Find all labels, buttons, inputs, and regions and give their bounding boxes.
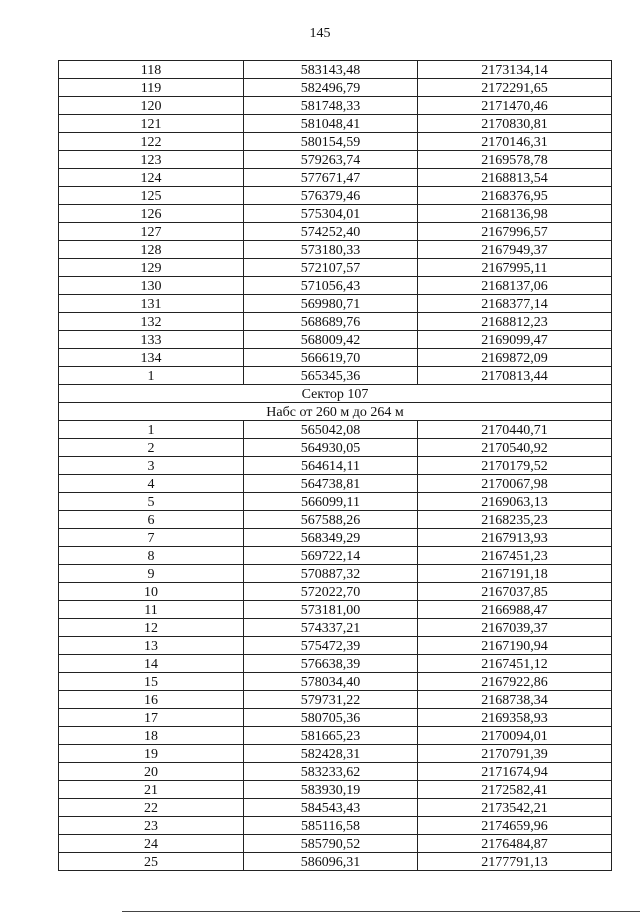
table-row — [59, 439, 612, 457]
x-coordinate-cell: 572022,70 — [244, 583, 418, 601]
table-row — [59, 727, 612, 745]
point-number-cell: 120 — [59, 97, 244, 115]
table-row — [59, 745, 612, 763]
table-row — [59, 565, 612, 583]
x-coordinate-cell: 569980,71 — [244, 295, 418, 313]
point-number-cell: 123 — [59, 151, 244, 169]
y-coordinate-cell: 2170813,44 — [418, 367, 612, 385]
x-coordinate-cell: 575304,01 — [244, 205, 418, 223]
x-coordinate-cell: 568689,76 — [244, 313, 418, 331]
y-coordinate-cell: 2170830,81 — [418, 115, 612, 133]
y-coordinate-cell: 2174659,96 — [418, 817, 612, 835]
point-number-cell: 132 — [59, 313, 244, 331]
point-number-cell: 12 — [59, 619, 244, 637]
height-range: Набс от 260 м до 264 м — [59, 403, 612, 421]
point-number-cell: 4 — [59, 475, 244, 493]
coordinates-table-container — [58, 60, 611, 871]
point-number-cell: 133 — [59, 331, 244, 349]
coordinates-table-body — [59, 61, 612, 871]
table-row — [59, 655, 612, 673]
y-coordinate-cell: 2167451,23 — [418, 547, 612, 565]
point-number-cell: 118 — [59, 61, 244, 79]
table-row — [59, 241, 612, 259]
x-coordinate-cell: 573181,00 — [244, 601, 418, 619]
point-number-cell: 6 — [59, 511, 244, 529]
table-row — [59, 817, 612, 835]
table-row — [59, 313, 612, 331]
x-coordinate-cell: 567588,26 — [244, 511, 418, 529]
y-coordinate-cell: 2170540,92 — [418, 439, 612, 457]
x-coordinate-cell: 582428,31 — [244, 745, 418, 763]
table-row — [59, 331, 612, 349]
y-coordinate-cell: 2169099,47 — [418, 331, 612, 349]
x-coordinate-cell: 586096,31 — [244, 853, 418, 871]
x-coordinate-cell: 576638,39 — [244, 655, 418, 673]
y-coordinate-cell: 2170067,98 — [418, 475, 612, 493]
page-number: 145 — [309, 26, 331, 41]
x-coordinate-cell: 577671,47 — [244, 169, 418, 187]
y-coordinate-cell: 2170791,39 — [418, 745, 612, 763]
point-number-cell: 129 — [59, 259, 244, 277]
y-coordinate-cell: 2172291,65 — [418, 79, 612, 97]
y-coordinate-cell: 2172582,41 — [418, 781, 612, 799]
point-number-cell: 130 — [59, 277, 244, 295]
y-coordinate-cell: 2171674,94 — [418, 763, 612, 781]
point-number-cell: 128 — [59, 241, 244, 259]
x-coordinate-cell: 565345,36 — [244, 367, 418, 385]
x-coordinate-cell: 570887,32 — [244, 565, 418, 583]
y-coordinate-cell: 2168136,98 — [418, 205, 612, 223]
table-row — [59, 349, 612, 367]
y-coordinate-cell: 2173134,14 — [418, 61, 612, 79]
y-coordinate-cell: 2167451,12 — [418, 655, 612, 673]
table-row — [59, 259, 612, 277]
x-coordinate-cell: 582496,79 — [244, 79, 418, 97]
x-coordinate-cell: 569722,14 — [244, 547, 418, 565]
point-number-cell: 8 — [59, 547, 244, 565]
point-number-cell: 25 — [59, 853, 244, 871]
table-row — [59, 853, 612, 871]
point-number-cell: 126 — [59, 205, 244, 223]
x-coordinate-cell: 581048,41 — [244, 115, 418, 133]
x-coordinate-cell: 583143,48 — [244, 61, 418, 79]
x-coordinate-cell: 584543,43 — [244, 799, 418, 817]
point-number-cell: 13 — [59, 637, 244, 655]
y-coordinate-cell: 2173542,21 — [418, 799, 612, 817]
x-coordinate-cell: 580705,36 — [244, 709, 418, 727]
x-coordinate-cell: 581665,23 — [244, 727, 418, 745]
table-row — [59, 529, 612, 547]
point-number-cell: 122 — [59, 133, 244, 151]
table-row — [59, 421, 612, 439]
table-row — [59, 187, 612, 205]
x-coordinate-cell: 564738,81 — [244, 475, 418, 493]
table-row — [59, 673, 612, 691]
point-number-cell: 127 — [59, 223, 244, 241]
page-bottom-rule — [122, 911, 640, 912]
x-coordinate-cell: 575472,39 — [244, 637, 418, 655]
table-row — [59, 511, 612, 529]
table-row — [59, 583, 612, 601]
coordinates-table — [58, 60, 612, 871]
y-coordinate-cell: 2167039,37 — [418, 619, 612, 637]
y-coordinate-cell: 2169578,78 — [418, 151, 612, 169]
x-coordinate-cell: 573180,33 — [244, 241, 418, 259]
table-row — [59, 763, 612, 781]
y-coordinate-cell: 2168137,06 — [418, 277, 612, 295]
height-range-row — [59, 403, 612, 421]
table-row — [59, 619, 612, 637]
table-row — [59, 457, 612, 475]
x-coordinate-cell: 574252,40 — [244, 223, 418, 241]
point-number-cell: 22 — [59, 799, 244, 817]
table-row — [59, 637, 612, 655]
point-number-cell: 121 — [59, 115, 244, 133]
x-coordinate-cell: 565042,08 — [244, 421, 418, 439]
y-coordinate-cell: 2176484,87 — [418, 835, 612, 853]
x-coordinate-cell: 579731,22 — [244, 691, 418, 709]
y-coordinate-cell: 2167949,37 — [418, 241, 612, 259]
y-coordinate-cell: 2168813,54 — [418, 169, 612, 187]
point-number-cell: 9 — [59, 565, 244, 583]
point-number-cell: 16 — [59, 691, 244, 709]
table-row — [59, 547, 612, 565]
table-row — [59, 97, 612, 115]
y-coordinate-cell: 2167191,18 — [418, 565, 612, 583]
x-coordinate-cell: 564614,11 — [244, 457, 418, 475]
table-row — [59, 835, 612, 853]
table-row — [59, 115, 612, 133]
table-row — [59, 295, 612, 313]
table-row — [59, 691, 612, 709]
sector-title: Сектор 107 — [59, 385, 612, 403]
table-row — [59, 169, 612, 187]
point-number-cell: 1 — [59, 367, 244, 385]
point-number-cell: 119 — [59, 79, 244, 97]
point-number-cell: 131 — [59, 295, 244, 313]
y-coordinate-cell: 2166988,47 — [418, 601, 612, 619]
point-number-cell: 24 — [59, 835, 244, 853]
point-number-cell: 17 — [59, 709, 244, 727]
point-number-cell: 7 — [59, 529, 244, 547]
table-row — [59, 493, 612, 511]
x-coordinate-cell: 576379,46 — [244, 187, 418, 205]
x-coordinate-cell: 568009,42 — [244, 331, 418, 349]
table-row — [59, 799, 612, 817]
table-row — [59, 133, 612, 151]
table-row — [59, 61, 612, 79]
table-row — [59, 205, 612, 223]
y-coordinate-cell: 2168377,14 — [418, 295, 612, 313]
y-coordinate-cell: 2177791,13 — [418, 853, 612, 871]
y-coordinate-cell: 2167037,85 — [418, 583, 612, 601]
point-number-cell: 11 — [59, 601, 244, 619]
y-coordinate-cell: 2170146,31 — [418, 133, 612, 151]
point-number-cell: 3 — [59, 457, 244, 475]
point-number-cell: 21 — [59, 781, 244, 799]
table-row — [59, 781, 612, 799]
point-number-cell: 125 — [59, 187, 244, 205]
table-row — [59, 151, 612, 169]
x-coordinate-cell: 574337,21 — [244, 619, 418, 637]
table-row — [59, 223, 612, 241]
point-number-cell: 20 — [59, 763, 244, 781]
y-coordinate-cell: 2170440,71 — [418, 421, 612, 439]
point-number-cell: 18 — [59, 727, 244, 745]
y-coordinate-cell: 2167922,86 — [418, 673, 612, 691]
x-coordinate-cell: 566099,11 — [244, 493, 418, 511]
y-coordinate-cell: 2170179,52 — [418, 457, 612, 475]
x-coordinate-cell: 571056,43 — [244, 277, 418, 295]
x-coordinate-cell: 566619,70 — [244, 349, 418, 367]
table-row — [59, 79, 612, 97]
x-coordinate-cell: 585116,58 — [244, 817, 418, 835]
y-coordinate-cell: 2168812,23 — [418, 313, 612, 331]
x-coordinate-cell: 564930,05 — [244, 439, 418, 457]
x-coordinate-cell: 583233,62 — [244, 763, 418, 781]
y-coordinate-cell: 2167913,93 — [418, 529, 612, 547]
x-coordinate-cell: 581748,33 — [244, 97, 418, 115]
point-number-cell: 10 — [59, 583, 244, 601]
y-coordinate-cell: 2167190,94 — [418, 637, 612, 655]
point-number-cell: 134 — [59, 349, 244, 367]
y-coordinate-cell: 2171470,46 — [418, 97, 612, 115]
y-coordinate-cell: 2168235,23 — [418, 511, 612, 529]
table-row — [59, 601, 612, 619]
x-coordinate-cell: 585790,52 — [244, 835, 418, 853]
table-row — [59, 475, 612, 493]
y-coordinate-cell: 2169872,09 — [418, 349, 612, 367]
table-row — [59, 367, 612, 385]
point-number-cell: 15 — [59, 673, 244, 691]
x-coordinate-cell: 568349,29 — [244, 529, 418, 547]
y-coordinate-cell: 2168738,34 — [418, 691, 612, 709]
y-coordinate-cell: 2170094,01 — [418, 727, 612, 745]
x-coordinate-cell: 578034,40 — [244, 673, 418, 691]
y-coordinate-cell: 2169063,13 — [418, 493, 612, 511]
y-coordinate-cell: 2167996,57 — [418, 223, 612, 241]
x-coordinate-cell: 583930,19 — [244, 781, 418, 799]
y-coordinate-cell: 2169358,93 — [418, 709, 612, 727]
point-number-cell: 1 — [59, 421, 244, 439]
table-row — [59, 277, 612, 295]
point-number-cell: 124 — [59, 169, 244, 187]
x-coordinate-cell: 579263,74 — [244, 151, 418, 169]
x-coordinate-cell: 572107,57 — [244, 259, 418, 277]
sector-title-row — [59, 385, 612, 403]
point-number-cell: 5 — [59, 493, 244, 511]
point-number-cell: 23 — [59, 817, 244, 835]
y-coordinate-cell: 2168376,95 — [418, 187, 612, 205]
point-number-cell: 14 — [59, 655, 244, 673]
x-coordinate-cell: 580154,59 — [244, 133, 418, 151]
point-number-cell: 19 — [59, 745, 244, 763]
table-row — [59, 709, 612, 727]
y-coordinate-cell: 2167995,11 — [418, 259, 612, 277]
point-number-cell: 2 — [59, 439, 244, 457]
